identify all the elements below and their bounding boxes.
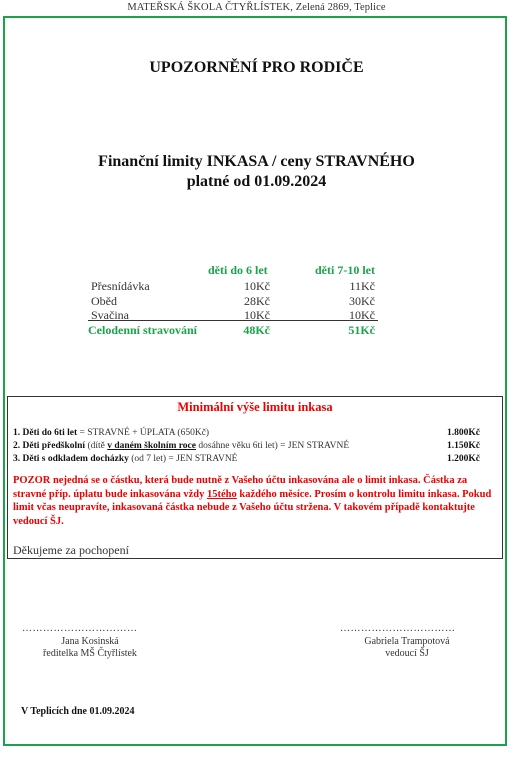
date-line: V Teplicích dne 01.09.2024: [21, 706, 135, 717]
limit-item-2: [13, 441, 349, 451]
limits-box-title: Minimální výše limitu inkasa: [177, 400, 333, 414]
row-label: Přesnídávka: [91, 279, 150, 293]
column-header-7to10: děti 7-10 let: [315, 263, 375, 277]
total-divider: [88, 320, 378, 321]
row-label: Oběd: [91, 294, 117, 308]
total-7to10: 51Kč: [348, 323, 375, 337]
total-under6: 48Kč: [243, 323, 270, 337]
signature-line-left: ……………………………: [22, 623, 138, 634]
signature-right-name: Gabriela Trampotová: [364, 636, 450, 647]
limit-item-1: [13, 428, 209, 438]
limit-item-3: [13, 454, 237, 464]
signature-right-role: vedoucí ŠJ: [385, 648, 429, 659]
signature-left-role: ředitelka MŠ Čtyřlístek: [43, 648, 137, 659]
school-header: MATEŘSKÁ ŠKOLA ČTYŘLÍSTEK, Zelená 2869, Teplice: [127, 2, 386, 13]
page-subtitle: [0, 152, 513, 192]
row-price-under6: 28Kč: [244, 294, 270, 308]
limit-item-3-label: 3. Děti s odkladem docházky: [13, 454, 129, 464]
limit-item-2-underlined: v daném školním roce: [107, 441, 196, 451]
row-price-7to10: 10Kč: [349, 308, 375, 322]
row-price-7to10: 11Kč: [349, 279, 375, 293]
limit-item-2-label: 2. Děti předškolní: [13, 441, 86, 451]
limit-item-2-text-b: dosáhne věku 6ti let) = JEN STRAVNÉ: [196, 441, 350, 451]
row-price-7to10: 30Kč: [349, 294, 375, 308]
limit-item-1-amount: 1.800Kč: [447, 428, 480, 438]
signature-left: [20, 636, 160, 660]
limit-item-2-amount: 1.150Kč: [447, 441, 480, 451]
limit-item-3-amount: 1.200Kč: [447, 454, 480, 464]
thanks-text: Děkujeme za pochopení: [13, 543, 129, 557]
warning-underlined: 15tého: [207, 488, 237, 500]
limit-item-1-text: = STRAVNÉ + ÚPLATA (650Kč): [77, 428, 210, 438]
total-label: Celodenní stravování: [88, 323, 198, 337]
row-label: Svačina: [91, 308, 129, 322]
warning-text: [13, 474, 497, 528]
signature-left-name: Jana Kosinská: [61, 636, 119, 647]
subtitle-line-2: platné od 01.09.2024: [186, 173, 327, 190]
limit-item-1-label: 1. Děti do 6ti let: [13, 428, 78, 438]
page-title: UPOZORNĚNÍ PRO RODIČE: [149, 59, 364, 76]
limit-item-3-text: (od 7 let) = JEN STRAVNÉ: [128, 454, 238, 464]
row-price-under6: 10Kč: [244, 308, 270, 322]
row-price-under6: 10Kč: [244, 279, 270, 293]
signature-line-right: ……………………………: [340, 623, 456, 634]
limit-item-2-text-a: (dítě: [85, 441, 108, 451]
warning-part-1: POZOR nejedná se o částku, která bude nutně z Vašeho účtu inkasována ale o limit inkasa. Částka za stravné příp. úplatu bude inkasována vždy: [13, 475, 468, 500]
subtitle-line-1: Finanční limity INKASA / ceny STRAVNÉHO: [98, 153, 415, 170]
signature-right: [337, 636, 477, 660]
warning-part-2: každého měsíce. Prosím o kontrolu limitu inkasa. Pokud limit včas neupravíte, inkasovaná částka nebude z Vašeho účtu stržena. V takovém případě kontaktujte vedoucí ŠJ.: [13, 488, 492, 527]
column-header-under6: děti do 6 let: [208, 263, 268, 277]
